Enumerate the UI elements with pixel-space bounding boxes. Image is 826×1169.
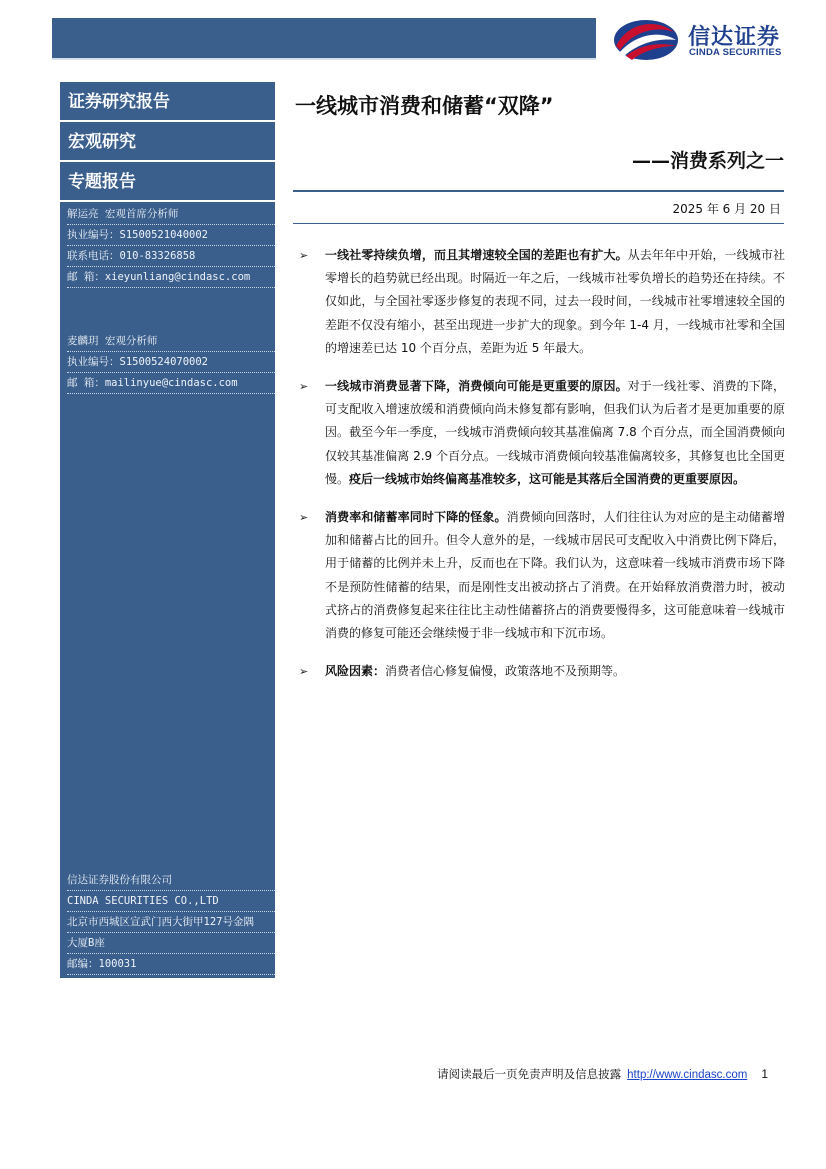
company-name-cn: 信达证券股份有限公司 [67, 870, 275, 891]
company-info [60, 870, 275, 975]
key-point-body: 对于一线社零、消费的下降，可支配收入增速放缓和消费倾向尚未修复都有影响，但我们认为后者才是更加重要的原因。截至今年一季度，一线城市消费倾向较其基准偏离 7.8 个百分点，而全国消费倾向仅较其基准偏离 2.9 个百分点。一线城市消费倾向较基准偏离较多，其修复也比全国更慢。 [325, 379, 785, 486]
page-number: 1 [761, 1067, 768, 1081]
cinda-logo-emblem-icon [610, 16, 680, 62]
key-point-heading: 一线城市消费显著下降，消费倾向可能是更重要的原因。 [325, 379, 628, 394]
analyst-card-2 [60, 331, 275, 394]
category-macro-research: 宏观研究 [60, 122, 275, 162]
analyst-name: 麦麟玥 宏观分析师 [67, 331, 275, 352]
page-footer [437, 1066, 768, 1082]
arrow-bullet-icon: ➢ [299, 380, 309, 394]
title-divider [293, 190, 784, 192]
logo-text-cn: 信达证券 [688, 25, 781, 50]
logo-text-en: CINDA SECURITIES [689, 47, 782, 58]
key-point [293, 506, 785, 645]
key-point [293, 244, 785, 360]
category-securities-research: 证券研究报告 [60, 82, 275, 122]
key-points [293, 244, 785, 698]
cinda-logo [610, 16, 810, 62]
category-special-report: 专题报告 [60, 162, 275, 202]
date-divider [293, 223, 784, 224]
analyst-license: 执业编号：S1500521040002 [67, 225, 275, 246]
key-point-body: 消费倾向回落时，人们往往认为对应的是主动储蓄增加和储蓄占比的回升。但令人意外的是，一线城市居民可支配收入中消费比例下降后，用于储蓄的比例并未上升，反而也在下降。我们认为，这意味着一线城市消费市场下降不是预防性储蓄的结果，而是刚性支出被动挤占了消费。在开始释放消费潜力时，被动式挤占的消费修复起来往往比主动性储蓄挤占的消费要慢得多，这可能意味着一线城市消费的修复可能还会继续慢于非一线城市和下沉市场。 [325, 510, 785, 641]
key-point-heading: 风险因素： [325, 664, 386, 679]
sidebar [60, 82, 275, 978]
arrow-bullet-icon: ➢ [299, 249, 309, 262]
key-point-body: 消费者信心修复偏慢，政策落地不及预期等。 [385, 664, 626, 679]
key-point-conclusion: 疫后一线城市始终偏离基准较多，这可能是其落后全国消费的更重要原因。 [349, 471, 746, 486]
analyst-phone: 联系电话：010-83326858 [67, 246, 275, 267]
key-point-heading: 消费率和储蓄率同时下降的怪象。 [325, 510, 507, 525]
company-name-en: CINDA SECURITIES CO.,LTD [67, 891, 275, 912]
analyst-name: 解运亮 宏观首席分析师 [67, 204, 275, 225]
key-point [293, 660, 785, 683]
footer-disclaimer: 请阅读最后一页免责声明及信息披露 [437, 1067, 622, 1081]
company-postcode: 邮编：100031 [67, 954, 275, 975]
header-band [52, 18, 596, 60]
arrow-bullet-icon: ➢ [299, 665, 309, 679]
report-title: 一线城市消费和储蓄“双降” [295, 94, 554, 118]
company-address-line1: 北京市西城区宣武门西大街甲127号金隅 [67, 912, 275, 933]
analyst-email[interactable]: 邮 箱：mailinyue@cindasc.com [67, 373, 275, 394]
key-point-body: 从去年年中开始，一线城市社零增长的趋势就已经出现。时隔近一年之后，一线城市社零负增长的趋势还在持续。不仅如此，与全国社零逐步修复的表现不同，过去一段时间，一线城市社零增速较全国的差距不仅没有缩小，甚至出现进一步扩大的现象。到今年 1-4 月，一线城市社零和全国的增速差已达 10 个百分点，差距为近 5 年最大。 [325, 248, 785, 355]
arrow-bullet-icon: ➢ [299, 511, 309, 525]
key-point [293, 375, 785, 491]
analyst-card-1 [60, 204, 275, 288]
analyst-license: 执业编号：S1500524070002 [67, 352, 275, 373]
company-address-line2: 大厦B座 [67, 933, 275, 954]
report-date: 2025 年 6 月 20 日 [672, 202, 781, 216]
report-subtitle: ——消费系列之一 [631, 150, 784, 172]
analyst-email[interactable]: 邮 箱：xieyunliang@cindasc.com [67, 267, 275, 288]
key-point-heading: 一线社零持续负增，而且其增速较全国的差距也有扩大。 [325, 248, 628, 262]
website-link[interactable]: http://www.cindasc.com [627, 1069, 748, 1081]
